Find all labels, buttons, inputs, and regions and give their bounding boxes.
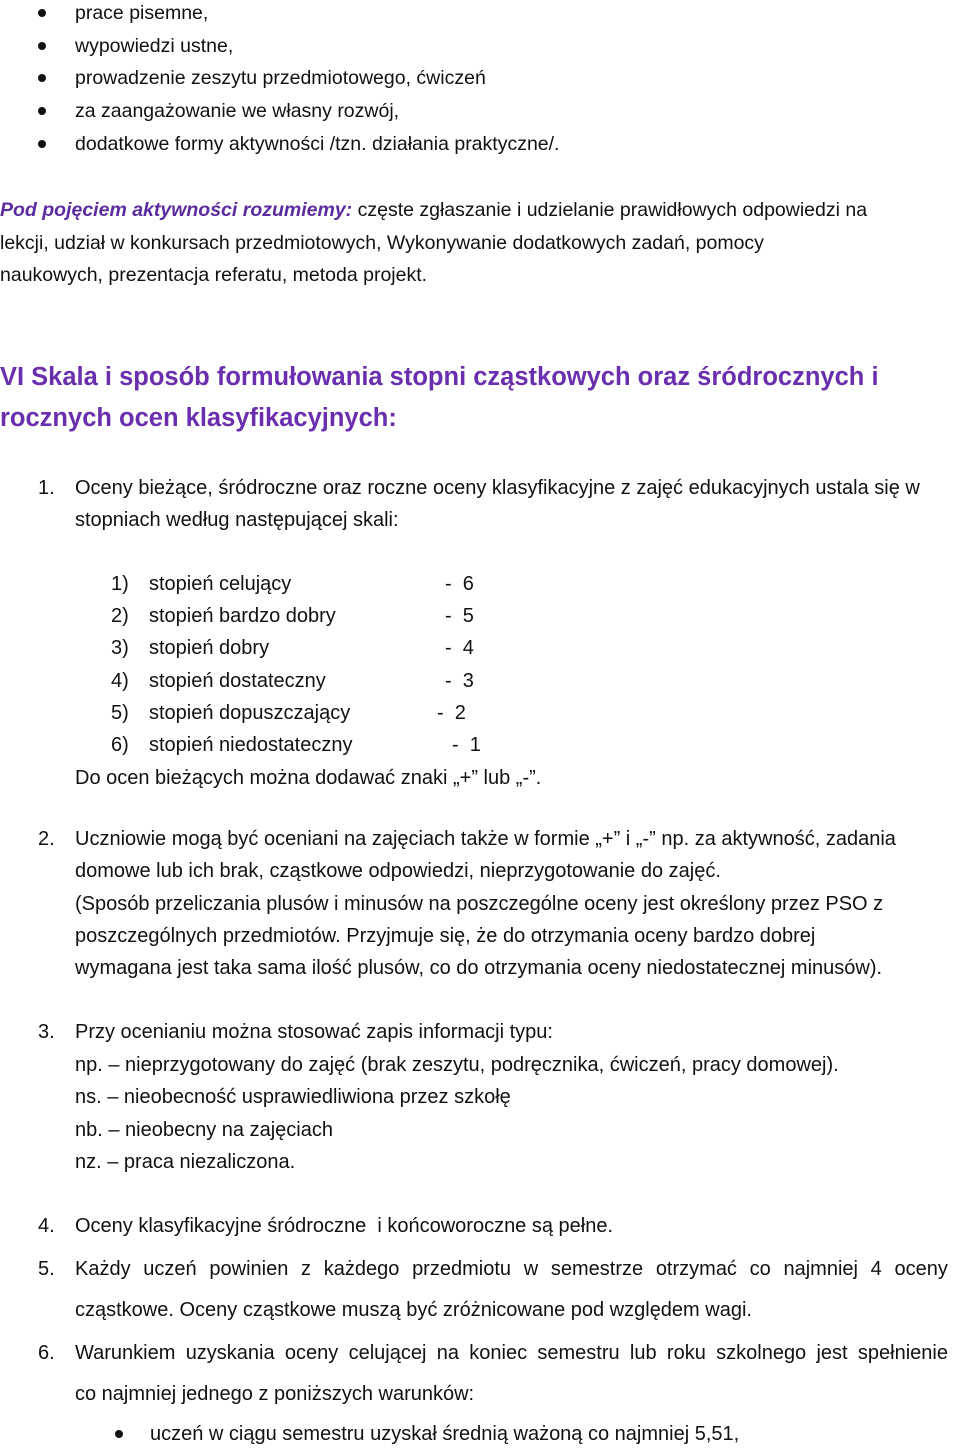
word: otrzymać <box>655 1258 737 1280</box>
grade-value: - 5 <box>445 605 474 627</box>
item-number: 6. <box>38 1342 55 1364</box>
word: spełnienie <box>857 1342 948 1364</box>
item-number: 1. <box>38 477 55 499</box>
word: semestru <box>537 1342 620 1364</box>
grade-number: 5) <box>111 702 129 724</box>
item-text-line: wymagana jest taka sama ilość plusów, co do otrzymania oceny niedostatecznej minusów). <box>75 957 883 979</box>
heading-line-2: rocznych ocen klasyfikacyjnych: <box>0 404 397 432</box>
word: roku <box>666 1342 706 1364</box>
word: semestrze <box>550 1258 644 1280</box>
activity-line-2: lekcji, udział w konkursach przedmiotowych, Wykonywanie dodatkowych zadań, pomocy <box>0 232 764 254</box>
item-text-line: (Sposób przeliczania plusów i minusów na poszczególne oceny jest określony przez PSO z <box>75 893 884 915</box>
bullet-icon <box>38 74 46 82</box>
item-text-line: Uczniowie mogą być oceniani na zajęciach także w formie „+” i „-” np. za aktywność, zadania <box>75 828 896 850</box>
activity-line-1 <box>0 197 867 223</box>
list-item: wypowiedzi ustne, <box>75 35 234 57</box>
item-text-line: Oceny klasyfikacyjne śródroczne i końcoworoczne są pełne. <box>75 1215 614 1237</box>
abbreviation-line: nb. – nieobecny na zajęciach <box>75 1119 333 1141</box>
word: Warunkiem <box>75 1342 176 1364</box>
item5-justified-line <box>75 1256 948 1282</box>
item-number: 3. <box>38 1021 55 1043</box>
grade-name: stopień dopuszczający <box>149 702 351 724</box>
grade-value: - 1 <box>452 734 481 756</box>
grade-number: 4) <box>111 670 129 692</box>
heading-line-1: VI Skala i sposób formułowania stopni cząstkowych oraz śródrocznych i <box>0 363 879 391</box>
word: koniec <box>469 1342 528 1364</box>
bullet-icon <box>38 140 46 148</box>
activity-line-3: naukowych, prezentacja referatu, metoda projekt. <box>0 264 428 286</box>
item-text-line: co najmniej jednego z poniższych warunków: <box>75 1383 475 1405</box>
word: każdego <box>323 1258 400 1280</box>
item6-justified-line <box>75 1340 948 1366</box>
activity-text: częste zgłaszanie i udzielanie prawidłowych odpowiedzi na <box>352 199 868 221</box>
item-number: 4. <box>38 1215 55 1237</box>
list-item: uczeń w ciągu semestru uzyskał średnią ważoną co najmniej 5,51, <box>150 1423 740 1445</box>
bullet-icon <box>38 42 46 50</box>
grade-number: 3) <box>111 637 129 659</box>
bullet-icon <box>38 9 46 17</box>
grade-name: stopień bardzo dobry <box>149 605 336 627</box>
grade-name: stopień dobry <box>149 637 270 659</box>
grade-number: 2) <box>111 605 129 627</box>
bullet-icon <box>38 107 46 115</box>
word: oceny <box>894 1258 948 1280</box>
list-item: prowadzenie zeszytu przedmiotowego, ćwiczeń <box>75 67 486 89</box>
item-number: 5. <box>38 1258 55 1280</box>
activity-label: Pod pojęciem aktywności rozumiemy: <box>0 199 353 221</box>
word: z <box>301 1258 312 1280</box>
grade-name: stopień niedostateczny <box>149 734 353 756</box>
grade-number: 1) <box>111 573 129 595</box>
word: jest <box>816 1342 848 1364</box>
item-text-line: Oceny bieżące, śródroczne oraz roczne oceny klasyfikacyjne z zajęć edukacyjnych ustala się w <box>75 477 920 499</box>
grade-name: stopień celujący <box>149 573 292 595</box>
signs-note: Do ocen bieżących można dodawać znaki „+” lub „-”. <box>75 767 542 789</box>
list-item: za zaangażowanie we własny rozwój, <box>75 100 400 122</box>
item-text-line: stopniach według następującej skali: <box>75 509 399 531</box>
word: na <box>436 1342 459 1364</box>
item-text-line: cząstkowe. Oceny cząstkowe muszą być zróżnicowane pod względem wagi. <box>75 1299 752 1321</box>
item-text-line: Przy ocenianiu można stosować zapis informacji typu: <box>75 1021 553 1043</box>
word: lub <box>629 1342 657 1364</box>
word: Każdy <box>75 1258 131 1280</box>
grade-value: - 4 <box>445 637 474 659</box>
grade-name: stopień dostateczny <box>149 670 326 692</box>
list-item: prace pisemne, <box>75 2 209 24</box>
word: uczeń <box>143 1258 197 1280</box>
abbreviation-line: ns. – nieobecność usprawiedliwiona przez szkołę <box>75 1086 511 1108</box>
word: 4 <box>870 1258 882 1280</box>
word: celującej <box>348 1342 427 1364</box>
word: w <box>523 1258 539 1280</box>
word: przedmiotu <box>412 1258 511 1280</box>
word: co <box>749 1258 771 1280</box>
word: uzyskania <box>185 1342 275 1364</box>
bullet-icon <box>115 1430 123 1438</box>
word: oceny <box>284 1342 339 1364</box>
word: szkolnego <box>716 1342 807 1364</box>
grade-value: - 6 <box>445 573 474 595</box>
word: najmniej <box>783 1258 858 1280</box>
word: powinien <box>209 1258 289 1280</box>
item-number: 2. <box>38 828 55 850</box>
item-text-line: domowe lub ich brak, cząstkowe odpowiedzi, nieprzygotowanie do zajęć. <box>75 860 721 882</box>
abbreviation-line: np. – nieprzygotowany do zajęć (brak zeszytu, podręcznika, ćwiczeń, pracy domowej). <box>75 1054 839 1076</box>
grade-value: - 2 <box>437 702 466 724</box>
abbreviation-line: nz. – praca niezaliczona. <box>75 1151 296 1173</box>
list-item: dodatkowe formy aktywności /tzn. działania praktyczne/. <box>75 133 560 155</box>
grade-number: 6) <box>111 734 129 756</box>
grade-value: - 3 <box>445 670 474 692</box>
item-text-line: poszczególnych przedmiotów. Przyjmuje się, że do otrzymania oceny bardzo dobrej <box>75 925 816 947</box>
